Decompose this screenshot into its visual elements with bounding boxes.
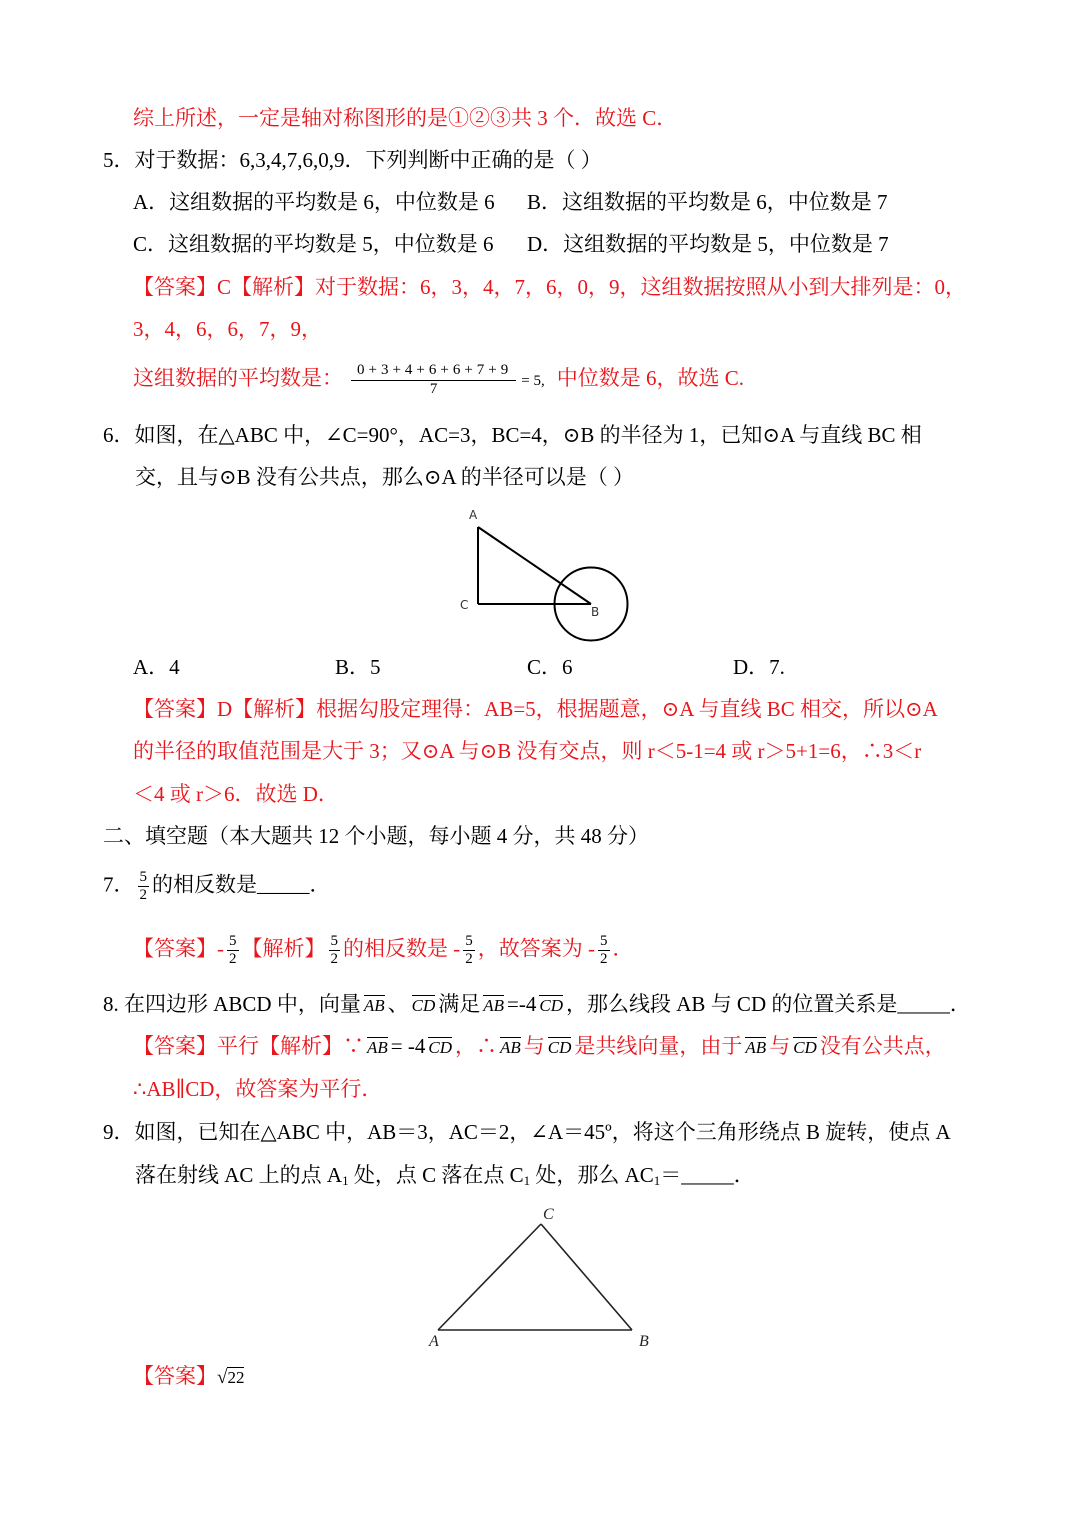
q8-vector-cd: CD bbox=[411, 996, 436, 1015]
q8-sol-vector-ab-3: AB bbox=[745, 1038, 767, 1057]
q5-solution-line1: 【答案】C【解析】对于数据：6，3，4，7，6，0，9，这组数据按照从小到大排列是：0， bbox=[133, 275, 967, 299]
q5-solution-end: 中位数是 6，故选 C. bbox=[556, 365, 744, 390]
q8-solution-line2: ∴AB∥CD，故答案为平行． bbox=[133, 1077, 383, 1101]
q8-vector-cd-2: CD bbox=[539, 996, 564, 1015]
q5-mean-equals: = 5, bbox=[521, 372, 545, 389]
q9-stem-line2 bbox=[135, 1161, 755, 1195]
q6-label-c: C bbox=[460, 598, 469, 612]
q9-side-cb bbox=[541, 1224, 632, 1330]
q7-analysis-end: ． bbox=[612, 936, 634, 961]
q7-answer-numerator: 5 bbox=[229, 933, 237, 949]
q5-solution-line2: 3，4，6，6，7，9， bbox=[133, 317, 322, 341]
q7-analysis-tag: 【解析】 bbox=[241, 936, 326, 961]
q5-mean-denominator: 7 bbox=[429, 381, 438, 397]
q7-analysis-denominator1: 2 bbox=[330, 951, 338, 967]
q8-separator: 、 bbox=[387, 992, 409, 1016]
q8-solution-start: 【答案】平行【解析】∵ bbox=[133, 1034, 364, 1058]
q7-analysis-numerator3: 5 bbox=[600, 933, 608, 949]
q7-stem: 的相反数是_____． bbox=[152, 872, 331, 897]
q9-figure bbox=[420, 1200, 670, 1350]
q6-option-a: A．4 bbox=[133, 655, 180, 679]
q5-mean-label: 这组数据的平均数是： bbox=[133, 365, 343, 390]
q6-figure bbox=[450, 500, 640, 650]
q5-option-d: D．这组数据的平均数是 5，中位数是 7 bbox=[527, 232, 889, 256]
q8-sol-vector-ab-2: AB bbox=[500, 1038, 521, 1057]
q9-sqrt-symbol: √ bbox=[217, 1367, 228, 1388]
section-two-heading: 二、填空题（本大题共 12 个小题，每小题 4 分，共 48 分） bbox=[103, 824, 649, 848]
q9-answer-tag: 【答案】 bbox=[133, 1364, 217, 1388]
q7-analysis-numerator2: 5 bbox=[465, 933, 473, 949]
q9-stem-part3: 处，那么 AC bbox=[530, 1163, 654, 1187]
q6-option-c: C．6 bbox=[527, 655, 573, 679]
q8-relation: =-4 bbox=[507, 992, 537, 1016]
q8-stem-end: ，那么线段 AB 与 CD 的位置关系是_____． bbox=[566, 992, 971, 1016]
q8-solution-and-2: 与 bbox=[769, 1034, 791, 1058]
q7-answer-fraction bbox=[227, 933, 239, 968]
q8-sol-vector-cd-3: CD bbox=[793, 1038, 817, 1057]
q7-analysis-text1: 的相反数是 - bbox=[343, 936, 461, 961]
q8-vector-ab: AB bbox=[363, 996, 385, 1015]
q8-solution-relation: = -4 bbox=[390, 1034, 426, 1058]
q7-analysis-text2: ，故答案为 - bbox=[477, 936, 595, 961]
q5-option-c: C．这组数据的平均数是 5，中位数是 6 bbox=[133, 232, 494, 256]
q6-stem-line2: 交，且与⊙B 没有公共点，那么⊙A 的半径可以是（ ） bbox=[135, 465, 634, 489]
q7-fraction-numerator: 5 bbox=[139, 869, 147, 885]
q8-sol-vector-cd-2: CD bbox=[547, 1038, 572, 1057]
q8-stem-start: 8. 在四边形 ABCD 中，向量 bbox=[103, 992, 361, 1016]
q8-solution-no-common: 没有公共点， bbox=[819, 1034, 946, 1058]
q6-solution-line3: ＜4 或 r＞6．故选 D． bbox=[133, 782, 339, 806]
q9-label-a: A bbox=[429, 1333, 439, 1350]
q5-stem: 5．对于数据：6,3,4,7,6,0,9．下列判断中正确的是（ ） bbox=[103, 148, 602, 172]
q6-side-ab bbox=[478, 527, 591, 604]
q9-subscript-a1: 1 bbox=[342, 1173, 349, 1188]
q7-fraction bbox=[138, 869, 150, 904]
q5-mean-fraction bbox=[351, 362, 516, 398]
q7-analysis-fraction1 bbox=[329, 933, 341, 968]
q6-solution-line1: 【答案】D【解析】根据勾股定理得：AB=5，根据题意，⊙A 与直线 BC 相交，所以⊙A bbox=[133, 697, 938, 721]
q9-subscript-c1: 1 bbox=[523, 1173, 531, 1188]
q7-analysis-fraction3 bbox=[598, 933, 610, 968]
q9-stem-part2: 处，点 C 落在点 C bbox=[348, 1163, 524, 1187]
q8-solution-and-1: 与 bbox=[523, 1034, 545, 1058]
q7-fraction-denominator: 2 bbox=[139, 887, 147, 903]
q6-stem-line1: 6．如图，在△ABC 中，∠C=90°，AC=3，BC=4，⊙B 的半径为 1，已知⊙A 与直线 BC 相 bbox=[103, 423, 922, 447]
q7-analysis-fraction2 bbox=[463, 933, 475, 968]
q9-solution-line bbox=[133, 1362, 244, 1392]
q5-option-a: A．这组数据的平均数是 6，中位数是 6 bbox=[133, 190, 495, 214]
q9-answer-radicand: 22 bbox=[227, 1368, 245, 1387]
q7-answer-tag: 【答案】 bbox=[133, 936, 217, 961]
q8-solution-collinear: 是共线向量，由于 bbox=[574, 1034, 743, 1058]
q9-label-b: B bbox=[639, 1333, 649, 1350]
q7-answer-sign: - bbox=[217, 936, 224, 961]
q7-answer-denominator: 2 bbox=[229, 951, 237, 967]
q8-vector-ab-2: AB bbox=[483, 996, 505, 1015]
q6-solution-line2: 的半径的取值范围是大于 3；又⊙A 与⊙B 没有交点，则 r＜5-1=4 或 r＞5+1=6，∴3＜r bbox=[133, 739, 922, 763]
q9-label-c: C bbox=[543, 1206, 554, 1223]
q9-stem-line1: 9．如图，已知在△ABC 中，AB＝3，AC＝2，∠A＝45º，将这个三角形绕点 B 旋转，使点 A bbox=[103, 1120, 951, 1144]
q8-stem-line bbox=[103, 990, 971, 1018]
q7-number: 7． bbox=[103, 872, 135, 897]
q8-sol-vector-cd-1: CD bbox=[428, 1038, 452, 1057]
q8-sol-vector-ab-1: AB bbox=[367, 1038, 388, 1057]
q8-solution-line1 bbox=[133, 1032, 946, 1060]
q5-option-b: B．这组数据的平均数是 6，中位数是 7 bbox=[527, 190, 888, 214]
q9-stem-part1: 落在射线 AC 上的点 A bbox=[135, 1163, 343, 1187]
q4-conclusion: 综上所述，一定是轴对称图形的是①②③共 3 个．故选 C． bbox=[133, 106, 678, 130]
q6-label-a: A bbox=[469, 508, 478, 522]
q9-side-ac bbox=[438, 1224, 541, 1330]
q7-analysis-numerator1: 5 bbox=[330, 933, 338, 949]
q8-solution-therefore: ，∴ bbox=[455, 1034, 497, 1058]
q9-subscript-ac1: 1 bbox=[653, 1173, 661, 1188]
q7-analysis-denominator3: 2 bbox=[600, 951, 608, 967]
q6-label-b: B bbox=[591, 605, 600, 619]
q6-option-d: D．7. bbox=[733, 655, 785, 679]
q5-mean-numerator: 0+3+4+6+6+7+9 bbox=[351, 362, 516, 381]
q6-option-b: B．5 bbox=[335, 655, 381, 679]
q5-mean-line bbox=[133, 362, 744, 398]
q8-satisfy: 满足 bbox=[438, 992, 481, 1016]
q7-analysis-denominator2: 2 bbox=[465, 951, 473, 967]
q7-stem-line bbox=[103, 869, 331, 904]
q9-stem-part4: ＝_____． bbox=[660, 1163, 755, 1187]
q7-solution-line bbox=[133, 933, 634, 968]
